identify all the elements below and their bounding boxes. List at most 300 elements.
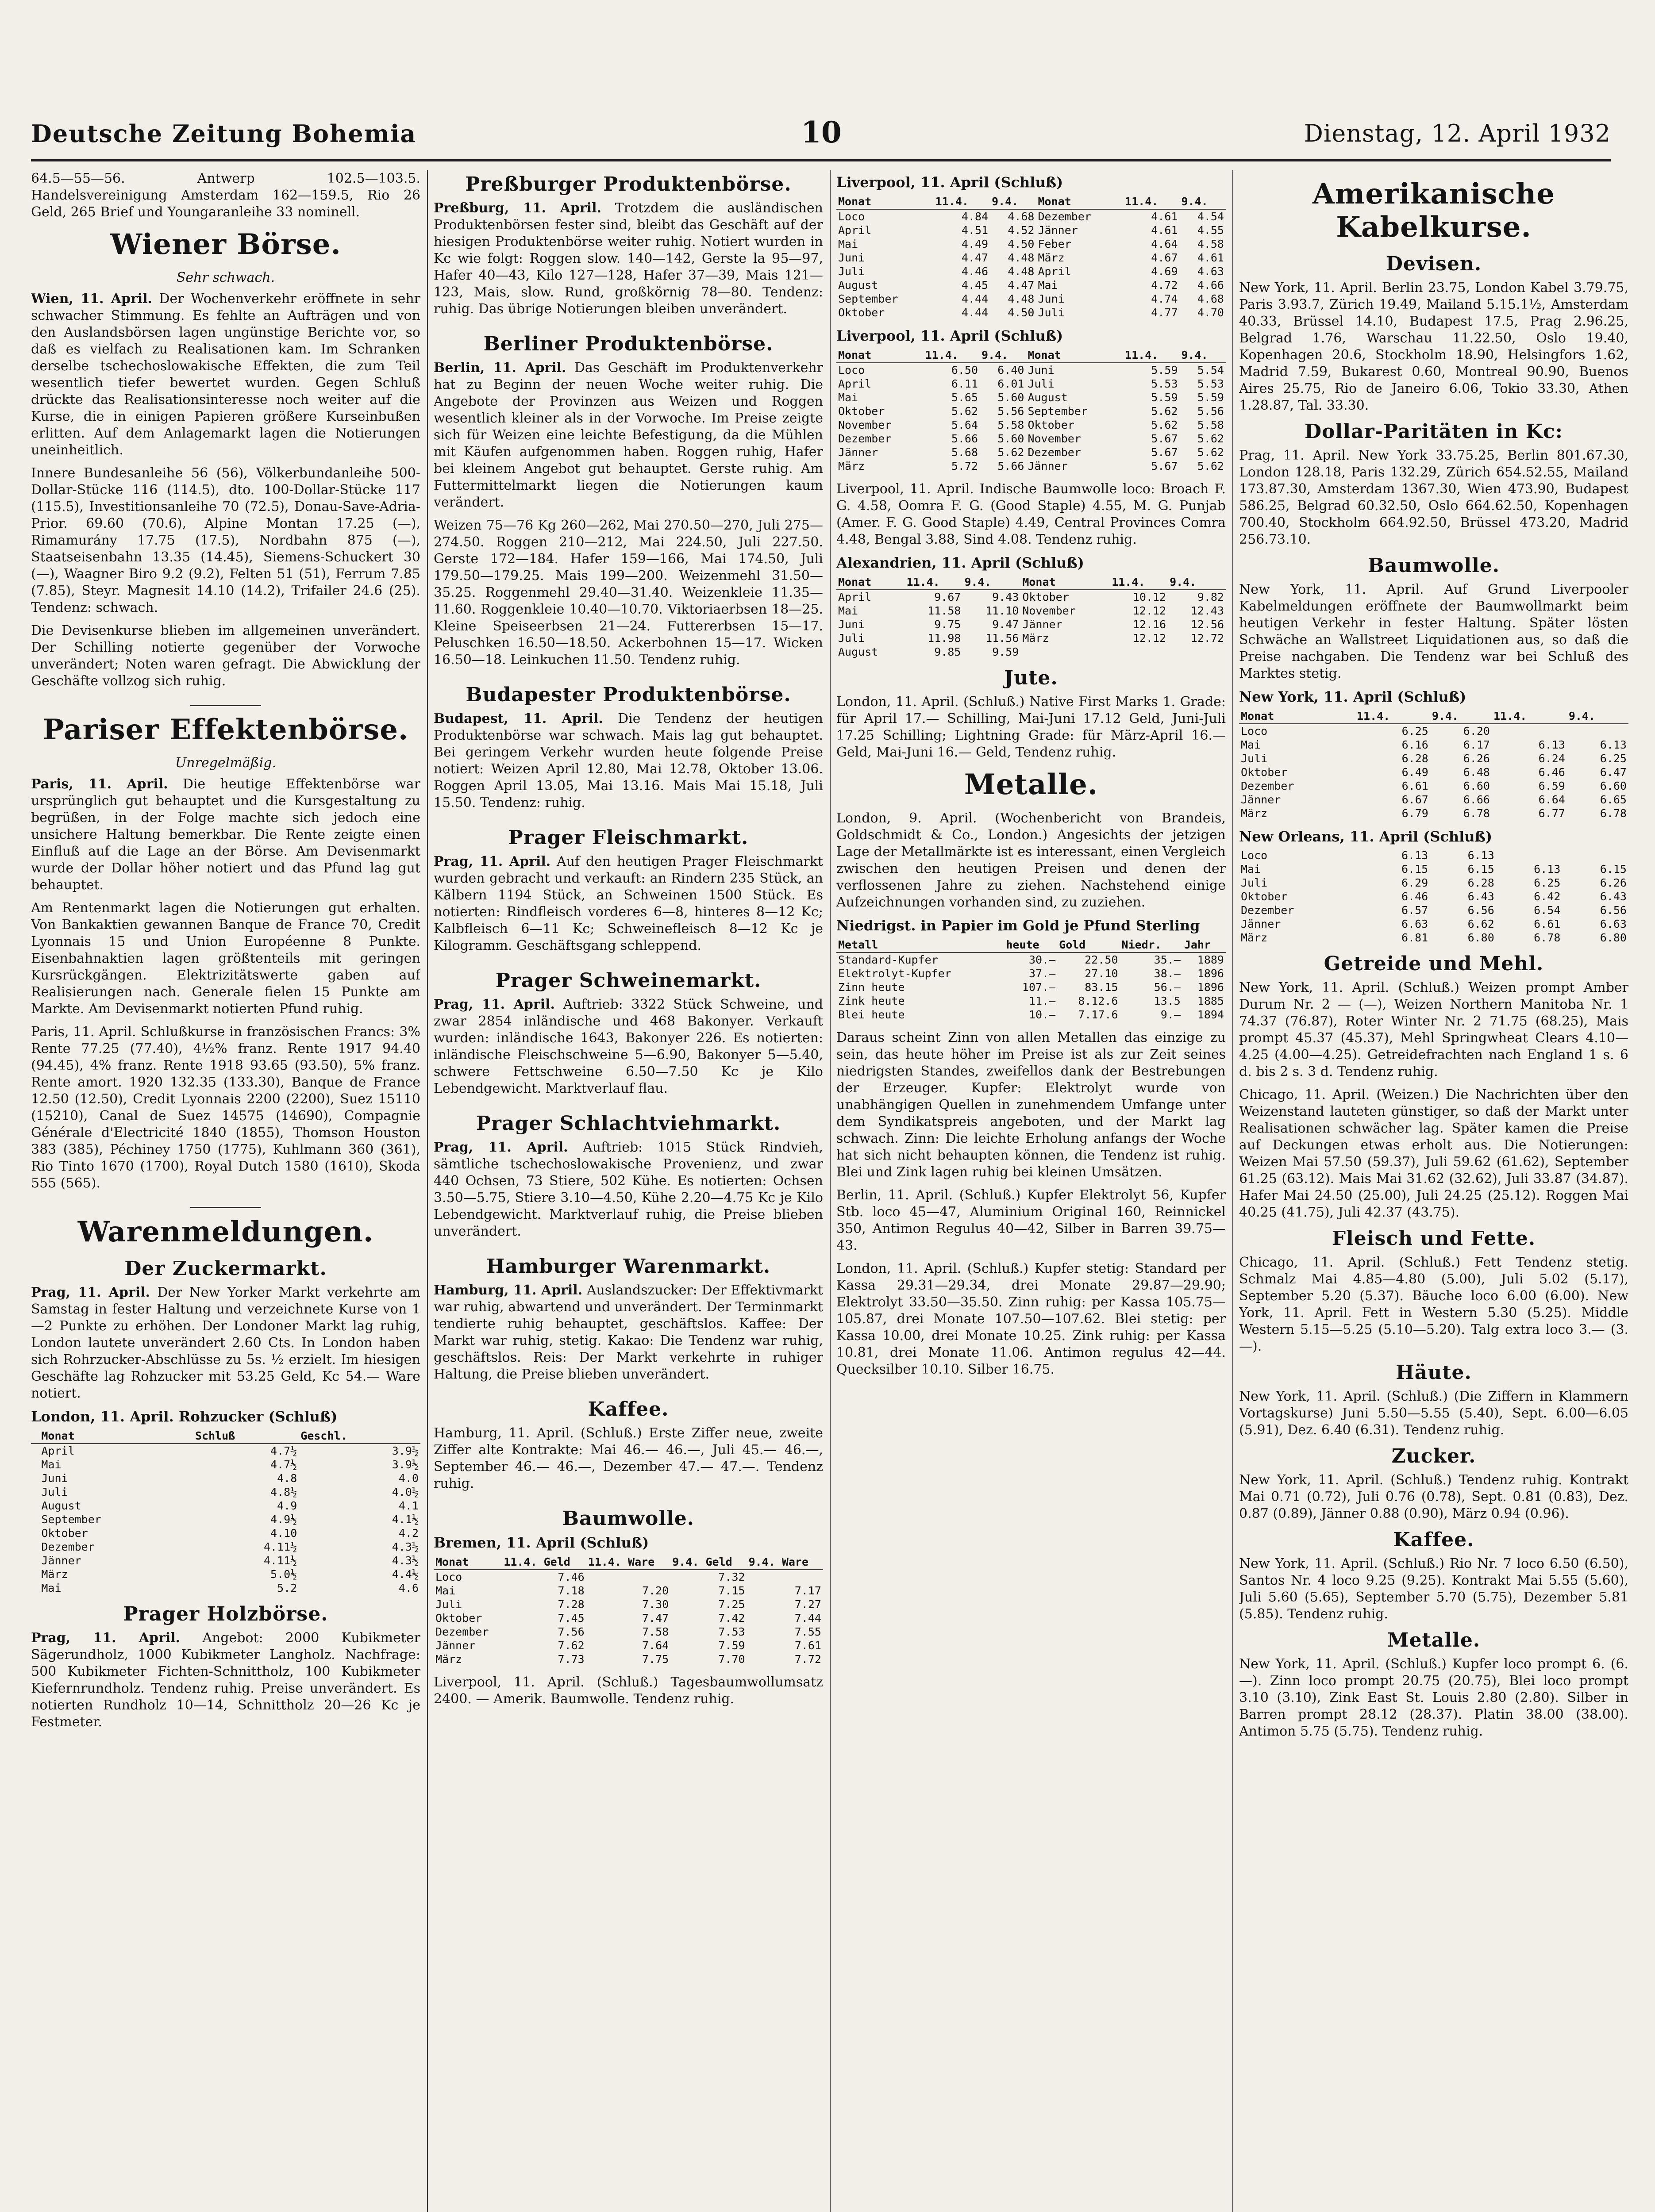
table-cell: 6.15 [1600,863,1627,876]
table-cell: 6.79 [1401,807,1428,820]
article-paragraph [31,291,420,459]
subsection-title: Häute. [1396,1361,1472,1384]
hamburg-section [434,1255,823,1383]
table-cell [31,1567,39,1581]
table-cell: 4.47 [1008,279,1035,292]
table-cell: 7.55 [794,1625,821,1638]
table-row [1239,849,1628,862]
table-cell: Dezember [1028,446,1081,459]
table-cell: Zinn heute [838,981,905,994]
table-cell: 5.60 [997,391,1024,404]
table-cell: 6.43 [1600,890,1627,903]
metal-prices-table [836,937,1226,1022]
dateline: Prag, 11. April. [434,1140,568,1155]
table-cell: 6.64 [1538,793,1565,806]
table-cell [586,1570,670,1584]
table-cell: 4.64 [1151,238,1178,250]
dateline: Prag, 11. April. [31,1285,150,1300]
table-cell: Mai [838,604,858,617]
subsection-title: Fleisch und Fette. [1332,1227,1536,1250]
table-row [31,1554,420,1567]
table-cell: 7.59 [718,1639,745,1652]
table-cell [1567,724,1628,738]
table-cell: 5.62 [1197,446,1224,459]
table-row [1239,862,1628,876]
table-cell: 6.29 [1401,876,1428,889]
table-row [836,952,1226,967]
table-cell: 6.60 [1600,780,1627,792]
table-cell: 4.48 [1008,251,1035,264]
table-cell: 4.8½ [270,1486,297,1498]
table-cell: 38.— [1154,967,1181,980]
section-title: Pariser Effektenbörse. [42,713,409,746]
subsection-title: Baumwolle. [1367,554,1500,577]
table-cell: 4.61 [1197,251,1224,264]
column-divider [830,170,831,2212]
table-cell: Jänner [41,1554,81,1567]
table-cell: März [838,460,865,472]
pressburg-section [434,173,823,318]
table-cell: 4.72 [1151,279,1178,292]
table-cell: 9.59 [992,645,1019,658]
table-row [434,1584,823,1598]
table-cell: Oktober [838,405,885,418]
table-cell: Dezember [1038,210,1091,223]
table-cell: Oktober [1028,419,1074,431]
table-cell: 6.25 [1600,752,1627,765]
table-title: Bremen, 11. April (Schluß) [434,1534,649,1551]
table-header-cell: heute [1004,937,1057,952]
article-paragraph: Liverpool, 11. April. (Schluß.) Tagesbaumwollumsatz 2400. — Amerik. Baumwolle. Tendenz ruhig. [434,1674,823,1707]
table-cell: April [838,591,872,603]
table-cell: 6.46 [1538,766,1565,779]
table-cell: Juni [838,618,865,631]
table-cell [31,1540,39,1554]
article-paragraph: Paris, 11. April. Schlußkurse in französischen Francs: 3% Rente 77.25 (77.40), 4½% franz. Rente 1917 94.40 (94.45), 4% franz. Rente 1918 93.65 (93.50), 5% franz. Rente amort. 1920 132.35 (133.30), Banque de France 12.50 (12.50), Credit Lyonnais 2200 (2200), Suez 15110 (15210), Canal de Suez 14575 (14690), Compagnie Générale d'Electricité 1840 (1855), Thomson Houston 383 (385), Péchiney 1750 (1775), Kuhlmann 360 (361), Rio Tinto 1670 (1700), Royal Dutch 1580 (1610), Skoda 555 (565). [31,1024,420,1191]
table-row [1239,793,1628,806]
table-cell: Jänner [1022,618,1062,631]
table-cell: 4.46 [961,265,989,278]
table-cell: Oktober [41,1527,88,1540]
table-cell: 4.50 [1008,306,1035,319]
berlin-produkten-section [434,333,823,668]
table-cell: 4.8 [277,1472,297,1485]
warenmeldungen-section [31,1215,420,1731]
table-cell: 6.13 [1534,863,1561,876]
table-header-cell: Geschl. [299,1429,420,1444]
table-cell [1496,849,1563,862]
table-cell: Oktober [1241,890,1288,903]
table-cell: 9.75 [934,618,961,631]
table-cell: 6.24 [1538,752,1565,765]
table-cell: 6.46 [1401,890,1428,903]
neworleans-cotton-table [1239,849,1628,945]
table-cell: 6.13 [1401,849,1428,862]
article-paragraph: Chicago, 11. April. (Schluß.) Fett Tendenz stetig. Schmalz Mai 4.85—4.80 (5.00), Juli 5.02 (5.17), September 5.20 (5.37). Bäuche loco 6.00 (6.00). New York, 11. April. Fett in Western 5.30 (5.25). Middle Western 5.15—5.25 (5.10—5.20). Talg extra loco 3.— (3.—). [1239,1255,1628,1354]
article-text: Auslandszucker: Der Effektivmarkt war ruhig, abwartend und unverändert. Der Terminmarkt tendierte ruhig behauptet, geschäftslos. Kaffee: Der Markt war ruhig, stetig. Kakao: Die Tendenz war ruhig, geschäftslos. Reis: Der Markt verkehrte in ruhiger Haltung, die Preise blieben unverändert. [434,1283,823,1382]
table-cell: 10.12 [1132,591,1166,603]
table-cell: Jänner [1241,918,1281,930]
table-header-cell: Monat [1036,194,1123,209]
table-cell: 4.2 [398,1527,419,1540]
table-cell: Dezember [838,432,892,445]
table-header-cell: 11.4. Geld [502,1555,586,1570]
table-cell: 27.10 [1085,967,1118,980]
table-cell: 4.74 [1151,292,1178,305]
table-cell: September [838,292,898,305]
table-cell: März [1022,632,1049,645]
table-header-cell: 11.4. [905,575,963,590]
table-cell: 4.3½ [392,1554,419,1567]
column-4 [1239,170,1628,2212]
table-row [1239,931,1628,945]
table-row [836,980,1226,994]
table-cell: 1889 [1197,953,1224,966]
table-cell: 5.62 [1151,419,1178,431]
dateline: Preßburg, 11. April. [434,200,601,216]
masthead [31,111,1611,161]
table-cell: 5.60 [997,432,1024,445]
table-cell: Juli [1241,876,1268,889]
table-cell: 4.9 [277,1499,297,1512]
table-cell: September [41,1513,101,1526]
table-cell: März [1241,931,1268,944]
article-text: Die heutige Effektenbörse war ursprünglich gut behauptet und die Kursgestaltung zu begrüßen, in der Folge machte sich jedoch eine unsichere Haltung bemerkbar. Die Rente zeigte einen Einfluß auf die Lage an der Börse. Am Devisenmarkt wurde der Dollar höher notiert und das Pfund lag gut behauptet. [31,776,420,893]
table-cell: 7.20 [642,1584,669,1597]
table-cell [31,1499,39,1513]
table-cell: 6.47 [1600,766,1627,779]
table-row [31,1581,420,1595]
table-header-cell: Monat [1026,348,1123,363]
table-cell: Oktober [435,1612,482,1624]
table-cell: 4.69 [1151,265,1178,278]
table-cell: Jänner [838,446,878,459]
table-row [836,391,1226,404]
table-row [836,237,1226,251]
newspaper-name: Deutsche Zeitung Bohemia [31,119,417,148]
table-cell [747,1570,823,1584]
article-text: Angebot: 2000 Kubikmeter Sägerundholz, 1000 Kubikmeter Langholz. Nachfrage: 500 Kubikmeter Fichten-Schnittholz, 100 Kubikmeter Kiefernrundholz. Tendenz ruhig. Preise unverändert. Es notierten Rundholz 10—14, Schnittholz 20—26 Kc je Festmeter. [31,1630,420,1730]
table-cell: 9.85 [934,645,961,658]
table-cell: 6.77 [1538,807,1565,820]
table-cell: 4.6 [398,1582,419,1594]
table-cell: 6.78 [1600,807,1627,820]
table-cell: April [838,377,872,390]
table-cell: 4.11½ [264,1554,297,1567]
section-title: Kaffee. [588,1398,669,1421]
wiener-boerse-section [31,228,420,690]
table-cell: 6.81 [1401,931,1428,944]
table-cell: 5.53 [1197,377,1224,390]
table-cell [31,1471,39,1485]
table-header-cell: 11.4. Ware [586,1555,670,1570]
table-cell: 7.18 [558,1584,585,1597]
table-cell: 7.32 [718,1571,745,1583]
section-divider [190,705,261,706]
pariser-boerse-section [31,713,420,1192]
section-title: Wiener Börse. [110,228,341,261]
section-title: Preßburger Produktenbörse. [465,173,792,196]
table-cell: 6.78 [1534,931,1561,944]
table-row [31,1567,420,1581]
table-cell: 5.56 [997,405,1024,418]
table-cell: 6.80 [1600,931,1627,944]
table-cell: April [1038,265,1071,278]
table-row [836,363,1226,377]
newyork-cotton-table [1239,709,1628,820]
table-cell: Juli [838,265,865,278]
price-paragraph: Weizen 75—76 Kg 260—262, Mai 270.50—270, Juli 275—274.50. Roggen 210—212, Mai 224.50, Juli 227.50. Gerste 172—184. Hafer 159—166, Mai 174.50, Juli 179.50—179.25. Mais 199—200. Weizenmehl 31.50—35.25. Roggenmehl 29.40—31.40. Weizenkleie 11.35—11.60. Roggenkleie 10.40—10.70. Viktoriaerbsen 18—25. Kleine Speiseerbsen 21—24. Futtererbsen 15—17. Peluschken 16.50—18.50. Ackerbohnen 15—17. Wicken 16.50—18. Leinkuchen 11.50. Tendenz ruhig. [434,518,823,668]
table-cell: 6.60 [1463,780,1490,792]
table-header-row [836,575,1226,590]
article-paragraph [434,853,823,954]
table-row [31,1540,420,1554]
table-row [434,1639,823,1652]
table-cell: 7.47 [642,1612,669,1624]
subsection-title: Metalle. [1387,1629,1481,1651]
table-cell: November [1028,432,1081,445]
table-cell: 22.50 [1085,953,1118,966]
table-cell: 5.66 [997,460,1024,472]
dateline: Paris, 11. April. [31,776,168,792]
table-cell: 9.— [1160,1008,1181,1021]
table-cell: 7.28 [558,1598,585,1611]
table-row [836,994,1226,1008]
table-cell: 5.67 [1151,446,1178,459]
table-cell: 5.56 [1197,405,1224,418]
table-cell: 8.12.6 [1078,995,1118,1007]
table-row [836,251,1226,265]
table-cell [1492,724,1567,738]
table-cell: 5.64 [951,419,978,431]
table-header-cell: 9.4. Ware [747,1555,823,1570]
table-header-cell: 11.4. [924,348,980,363]
table-cell: 6.17 [1463,738,1490,751]
table-cell: 7.27 [794,1598,821,1611]
article-text: Auftrieb: 1015 Stück Rindvieh, sämtliche tschechoslowakische Provenienz, und zwar 440 Ochsen, 73 Stiere, 502 Kühe. Es notierten: Ochsen 3.50—5.75, Stiere 3.10—4.50, Kühe 2.20—4.75 Kc je Kilo Lebendgewicht. Marktverlauf ruhig, die Preise blieben unverändert. [434,1140,823,1239]
section-title: Warenmeldungen. [77,1215,374,1248]
table-cell: 6.62 [1467,918,1494,930]
table-cell: 6.57 [1401,904,1428,917]
table-row [434,1625,823,1639]
table-cell: 11.— [1028,995,1056,1007]
table-cell: 6.59 [1538,780,1565,792]
table-cell: 5.62 [951,405,978,418]
liverpool-table-1 [836,194,1226,319]
table-header-cell: 9.4. [962,575,1020,590]
table-row [836,645,1226,659]
subsection-title: Prager Holzbörse. [123,1603,328,1625]
table-cell: November [838,419,892,431]
table-cell: Juni [1028,364,1055,376]
table-cell: März [435,1653,462,1666]
table-row [1239,765,1628,779]
table-cell: 11.10 [985,604,1019,617]
section-title: Berliner Produktenbörse. [483,333,774,355]
table-cell: Dezember [435,1625,489,1638]
dateline: Prag, 11. April. [434,997,555,1012]
table-cell: Juli [1028,377,1055,390]
table-cell: 7.62 [558,1639,585,1652]
table-cell: Elektrolyt-Kupfer [838,967,951,980]
table-cell: 5.66 [951,432,978,445]
table-cell: Oktober [1022,591,1069,603]
table-cell: 4.50 [1008,238,1035,250]
table-header-cell: Monat [1020,575,1110,590]
table-cell: Standard-Kupfer [838,953,938,966]
table-cell: 6.56 [1600,904,1627,917]
table-title: Liverpool, 11. April (Schluß) [836,327,1063,344]
table-cell: 6.01 [997,377,1024,390]
table-cell: 9.43 [992,591,1019,603]
article-paragraph: New York, 11. April. (Schluß.) (Die Ziffern in Klammern Vortagskurse) Juni 5.50—5.55 (5.40), Sept. 6.00—6.05 (5.91), Dez. 6.40 (6.31). Tendenz ruhig. [1239,1389,1628,1438]
table-cell: 5.59 [1151,391,1178,404]
table-cell: 6.66 [1463,793,1490,806]
table-row [1239,917,1628,931]
table-cell: 4.3½ [392,1540,419,1553]
table-cell: Oktober [838,306,885,319]
table-cell: 6.13 [1600,738,1627,751]
newspaper-page [18,18,1637,2212]
table-row [836,459,1226,473]
table-header-cell: Monat [1239,709,1355,724]
table-row [836,418,1226,432]
table-header-cell: Monat [836,348,924,363]
table-row [836,306,1226,319]
table-header-row [31,1429,420,1444]
table-cell: 4.61 [1151,210,1178,223]
table-cell: 4.7½ [270,1458,297,1471]
table-cell: Loco [1241,725,1268,737]
table-row [434,1570,823,1584]
table-cell: 12.16 [1132,618,1166,631]
schlachtviehmarkt-section [434,1112,823,1240]
table-cell: 1894 [1197,1008,1224,1021]
table-cell: 7.58 [642,1625,669,1638]
section-title: Jute. [1004,667,1058,689]
table-cell: 4.47 [961,251,989,264]
table-cell: 7.75 [642,1653,669,1666]
table-header-cell: Monat [434,1555,502,1570]
article-paragraph: New York, 11. April. (Schluß.) Weizen prompt Amber Durum Nr. 2 — (—), Weizen Northern Manitoba Nr. 1 74.37 (76.87), Roter Winter Nr. 2 71.75 (68.25), Mais prompt 45.37 (45.37), Mehl Springwheat Clears 4.10—4.25 (4.00—4.25). Getreidefrachten nach England 1 s. 6 d. bis 2 s. 3 d. Tendenz ruhig. [1239,980,1628,1079]
table-header-cell [31,1429,39,1444]
table-cell: 5.53 [1151,377,1178,390]
subsection-title: Devisen. [1386,253,1482,275]
table-cell: 4.44 [961,306,989,319]
table-cell: 11.56 [985,632,1019,645]
table-cell: 6.15 [1401,863,1428,876]
table-cell: 4.9½ [270,1513,297,1526]
table-cell: 7.15 [718,1584,745,1597]
article-text: Auf den heutigen Prager Fleischmarkt wurden gebracht und verkauft: an Rindern 235 Stück, an Kälbern 1194 Stück, an Schweinen 1500 Stück. Es notierten: Rindfleisch vorderes 6—8, hinteres 8—12 Kc; Kalbfleisch 6—11 Kc; Schweinefleisch 8—12 Kc je Kilogramm. Geschäftsgang schleppend. [434,854,823,953]
article-paragraph: New York, 11. April. (Schluß.) Kupfer loco prompt 6. (6.—). Zinn loco prompt 20.75 (20.75), Blei loco prompt 3.10 (3.10), Zink East St. Louis 2.80 (2.80). Silber in Barren prompt 28.12 (28.37). Platin 38.00 (38.00). Antimon 5.75 (5.75). Tendenz ruhig. [1239,1656,1628,1739]
table-cell: 6.80 [1467,931,1494,944]
table-row [31,1458,420,1471]
article-paragraph: New York, 11. April. (Schluß.) Tendenz ruhig. Kontrakt Mai 0.71 (0.72), Juli 0.76 (0.78), Sept. 0.81 (0.83), Dez. 0.87 (0.89), Jänner 0.88 (0.90), März 0.94 (0.96). [1239,1472,1628,1521]
table-cell: September [1028,405,1088,418]
table-cell: 30.— [1028,953,1056,966]
table-cell: Loco [838,364,865,376]
table-cell: Mai [41,1582,62,1594]
article-text: Der New Yorker Markt verkehrte am Samstag in fester Haltung und verzeichnete Kurse von 1—2 Punkte zu erhöhen. Der Londoner Markt lag ruhig, London lautete unverändert 2.60 Cts. In London haben sich Rohrzucker-Abschlüsse zu 5s. ½ erzielt. Im hiesigen Geschäfte lag Rohzucker mit 53.25 Geld, Kc 54.— Ware notiert. [31,1285,420,1401]
alexandrien-table [836,575,1226,659]
table-header-cell: 9.4. [990,194,1036,209]
table-cell [1020,645,1110,659]
table-row [836,967,1226,980]
dateline: Hamburg, 11. April. [434,1283,583,1298]
table-cell: 4.52 [1008,224,1035,237]
subsection-title: Zucker. [1391,1445,1476,1467]
table-cell: Dezember [1241,780,1294,792]
table-cell: Feber [1038,238,1071,250]
table-cell: 7.17 [794,1584,821,1597]
table-cell: 5.62 [1151,405,1178,418]
article-text: Trotzdem die ausländischen Produktenbörsen fester sind, bleibt das Geschäft auf der hiesigen Produktenbörse weiter ruhig. Notiert wurden in Kc wie folgt: Roggen slow. 140—142, Gerste la 95—97, Hafer 40—43, Kilo 127—128, Hafer 37—39, Mais 121—123, Mais, slow. Rund, großkörnig 78—80. Tendenz: ruhig. Das übrige Notierungen bleiben unverändert. [434,200,823,317]
table-row [836,432,1226,445]
table-cell: 3.9½ [392,1444,419,1457]
table-cell: 13.5 [1154,995,1181,1007]
table-cell: 5.62 [1197,460,1224,472]
table-row [836,278,1226,292]
table-cell: 83.15 [1085,981,1118,994]
article-paragraph: New York, 11. April. (Schluß.) Rio Nr. 7 loco 6.50 (6.50), Santos Nr. 4 loco 9.25 (9.25). Kontrakt Mai 5.55 (5.60), Juli 5.60 (5.65), September 5.70 (5.75), Dezember 5.81 (5.85). Tendenz ruhig. [1239,1556,1628,1622]
table-cell: 12.43 [1190,604,1224,617]
table-cell: Mai [1038,279,1058,292]
table-cell: 6.15 [1467,863,1494,876]
table-cell: 5.58 [1197,419,1224,431]
table-header-cell: 9.4. [1567,709,1628,724]
article-text: Der Wochenverkehr eröffnete in sehr schwacher Stimmung. Es fehlte an Aufträgen und von den Auslandsbörsen lagen ungünstige Berichte vor, so daß es vielfach zu Realisationen kam. Im Schranken derselbe tschechoslowakische Effekten, die zum Teil wesentlich tiefer bewertet wurden. Gegen Schluß drückte das Realisationsinteresse noch weiter auf die Kurse, die in einigen Papieren größere Kurseinbußen erlitten. Auf dem Anlagemarkt lagen die Notierungen uneinheitlich. [31,291,420,458]
table-row [434,1598,823,1611]
table-cell: 4.67 [1151,251,1178,264]
table-cell: 4.0 [398,1472,419,1485]
article-paragraph: New York, 11. April. Auf Grund Liverpooler Kabelmeldungen eröffnete der Baumwollmarkt beim heutigen Verkehr in fester Haltung. Später lösten Schwäche an Wallstreet Liquidationen aus, so daß die Preise nachgaben. Die Tendenz war bei Schluß des Marktes stetig. [1239,582,1628,681]
article-paragraph [31,1630,420,1731]
table-cell: 6.13 [1538,738,1565,751]
table-row [31,1444,420,1458]
table-cell: 4.58 [1197,238,1224,250]
table-cell: 6.42 [1534,890,1561,903]
table-cell: 5.2 [277,1582,297,1594]
intro-line: 64.5—55—56. Antwerp 102.5—103.5. Handelsvereinigung Amsterdam 162—159.5, Rio 26 Geld, 265 Brief und Youngaranleihe 33 nominell. [31,171,420,220]
table-cell: 56.— [1154,981,1181,994]
table-cell: 6.16 [1401,738,1428,751]
table-header-row [1239,709,1628,724]
section-title: Amerikanische Kabelkurse. [1312,177,1555,244]
table-cell: 12.12 [1132,632,1166,645]
table-cell: 4.66 [1197,279,1224,292]
table-cell: 6.67 [1401,793,1428,806]
table-header-cell: Gold [1057,937,1120,952]
table-header-row [434,1555,823,1570]
article-paragraph [434,1282,823,1383]
table-cell: 4.48 [1008,265,1035,278]
table-row [434,1652,823,1666]
article-text: Die Tendenz der heutigen Produktenbörse war schwach. Mais lag gut behauptet. Bei geringem Verkehr wurden heute folgende Preise notiert: Weizen April 12.80, Mai 12.78, Oktober 13.06. Roggen April 13.05, Mai 13.16. Mais Mai 15.18, Juli 15.50. Tendenz: ruhig. [434,711,823,810]
table-cell [31,1458,39,1471]
table-cell [31,1554,39,1567]
table-cell: 6.49 [1401,766,1428,779]
table-cell: 5.59 [1197,391,1224,404]
table-cell: 4.7½ [270,1444,297,1457]
table-cell: 4.54 [1197,210,1224,223]
column-divider [427,170,428,2212]
table-header-cell: 9.4. [1430,709,1492,724]
table-row [836,265,1226,278]
table-title: New Orleans, 11. April (Schluß) [1239,828,1493,845]
table-cell [31,1513,39,1526]
schweinemarkt-section [434,969,823,1097]
